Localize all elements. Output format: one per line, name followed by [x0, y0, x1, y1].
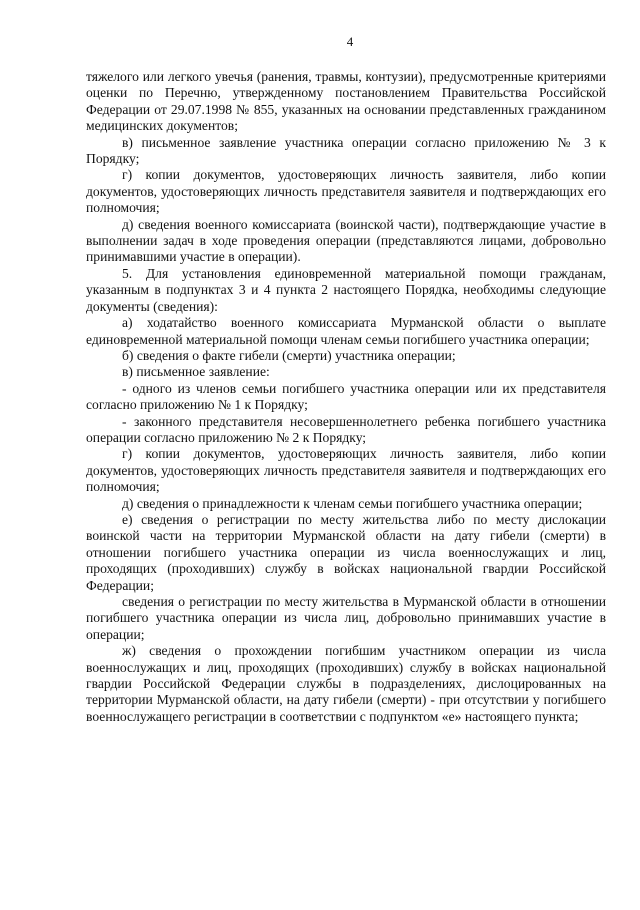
list-item: - одного из членов семьи погибшего участника операции или их представителя согласно приложению № 1 к Порядку; — [86, 380, 606, 413]
page-number: 4 — [346, 34, 354, 49]
paragraph: 5. Для установления единовременной материальной помощи гражданам, указанным в подпунктах 3 и 4 пункта 2 настоящего Порядка, необходимы следующие документы (сведения): — [86, 265, 606, 314]
paragraph: сведения о регистрации по месту жительства в Мурманской области в отношении погибшего участника операции из числа лиц, добровольно принимавших участие в операции; — [86, 594, 606, 642]
paragraph: д) сведения военного комиссариата (воинской части), подтверждающие участие в выполнении задач в ходе проведения операции (представляются лицами, добровольно принимавшими участие в операции). — [86, 216, 606, 265]
document-body — [86, 69, 606, 725]
paragraph: д) сведения о принадлежности к членам семьи погибшего участника операции; — [122, 495, 583, 511]
paragraph: а) ходатайство военного комиссариата Мурманской области о выплате единовременной материальной помощи членам семьи погибшего участника операции; — [86, 315, 606, 347]
paragraph: в) письменное заявление участника операции согласно приложению № 3 к Порядку; — [86, 134, 606, 167]
paragraph: г) копии документов, удостоверяющих личность заявителя, либо копии документов, удостоверяющих личность представителя заявителя и подтверждающих его полномочия; — [86, 167, 606, 216]
paragraph: е) сведения о регистрации по месту жительства либо по месту дислокации воинской части на территории Мурманской области на дату гибели (смерти) в отношении погибшего участника операции из числа военнослужащих и лиц, проходящих (проходивших) службу в войсках национальной гвардии Российской Федерации; — [86, 511, 606, 593]
paragraph: в) письменное заявление: — [122, 364, 270, 380]
list-item: - законного представителя несовершеннолетнего ребенка погибшего участника операции согласно приложению № 2 к Порядку; — [86, 413, 606, 445]
paragraph: ж) сведения о прохождении погибшим участником операции из числа военнослужащих и лиц, проходящих (проходивших) службу в войсках национальной гвардии Российской Федерации службы в подразделениях, дислоцированных на территории Мурманской области, на дату гибели (смерти) - при отсутствии у погибшего военнослужащего регистрации в соответствии с подпунктом «е» настоящего пункта; — [86, 643, 606, 724]
paragraph: г) копии документов, удостоверяющих личность заявителя, либо копии документов, удостоверяющих личность представителя заявителя и подтверждающих его полномочия; — [86, 446, 606, 495]
paragraph: тяжелого или легкого увечья (ранения, травмы, контузии), предусмотренные критериями оценки по Перечню, утвержденному постановлением Правительства Российской Федерации от 29.07.1998 № 855, указанных на основании представленных гражданином медицинских документов; — [86, 69, 606, 134]
paragraph: б) сведения о факте гибели (смерти) участника операции; — [122, 347, 456, 363]
